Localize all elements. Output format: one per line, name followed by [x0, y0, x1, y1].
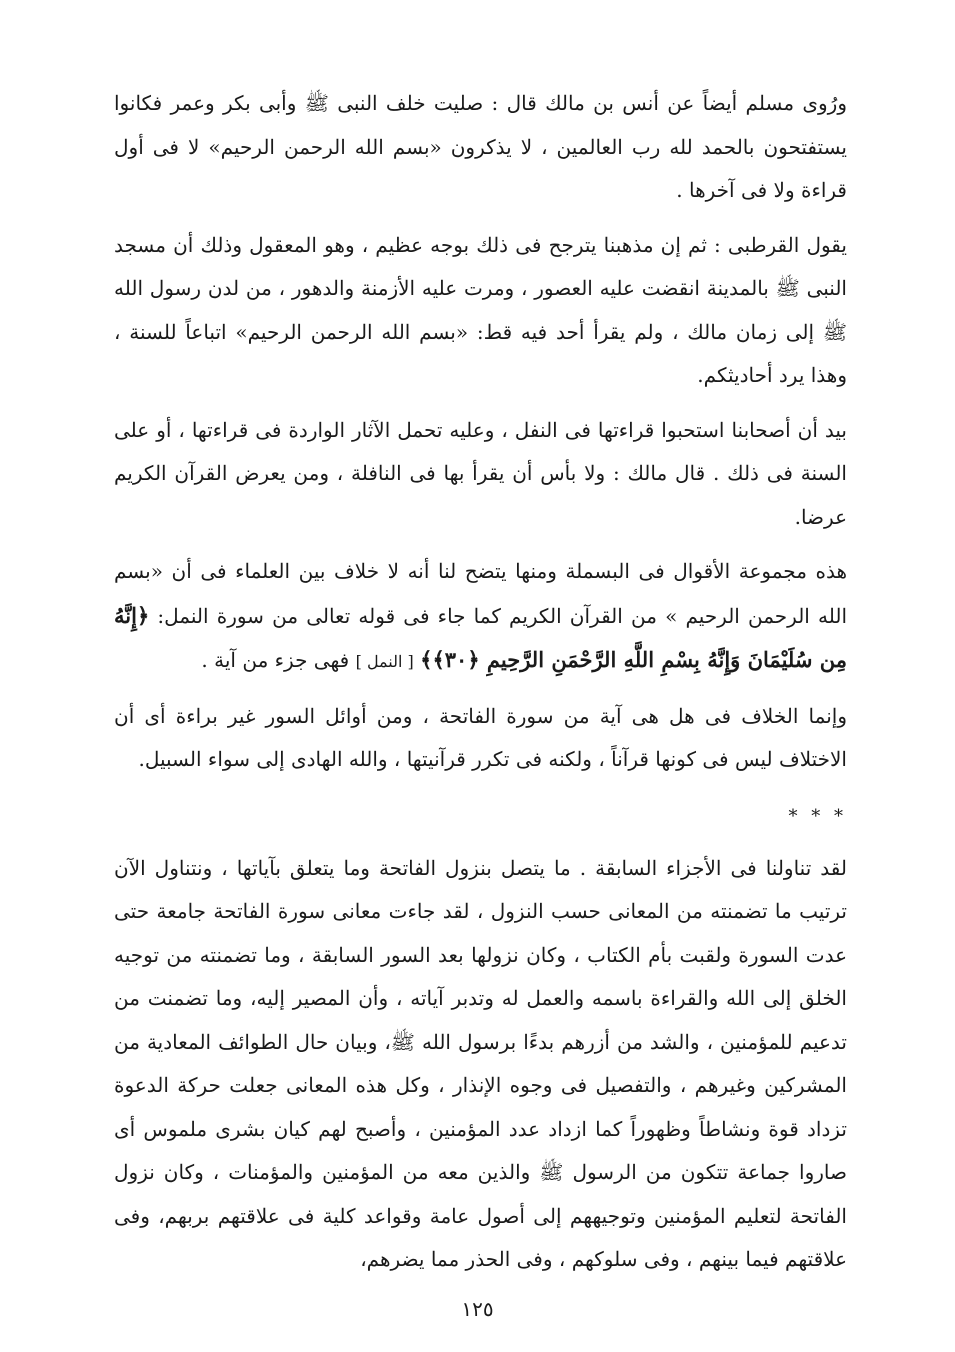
body-text: [114, 82, 847, 1293]
paragraph-qurtubi-quote: يقول القرطبى : ثم إن مذهبنا يترجح فى ذلك بوجه عظيم ، وهو المعقول وذلك أن مسجد النبى ﷺ بالمدينة انقضت عليه العصور ، ومرت عليه الأزمنة والدهور ، من لدن رسول الله ﷺ إلى زمان مالك ، ولم يقرأ أحد فيه قط: «بسم الله الرحمن الرحيم» اتباعاً للسنة ، وهذا يرد أحاديثكم.: [114, 232, 847, 387]
ayah-reference: [ النمل ]: [355, 652, 414, 671]
paragraph-basmala-summary: [114, 550, 847, 684]
paragraph-nafl-reading: بيد أن أصحابنا استحبوا قراءتها فى النفل ، وعليه تحمل الآثار الواردة فى قراءتها ، أو على السنة فى ذلك . قال مالك : ولا بأس أن يقرأ بها فى النافلة ، ومن يعرض القرآن الكريم عرضا.: [114, 417, 847, 529]
quran-ayah-naml-30: ﴿إِنَّهُ مِن سُلَيْمَانَ وَإِنَّهُ بِسْمِ اللَّهِ الرَّحْمَنِ الرَّحِيمِ ﴿٣٠﴾﴾: [114, 602, 847, 672]
paragraph-fatiha-meanings: لقد تناولنا فى الأجزاء السابقة . ما يتصل بنزول الفاتحة وما يتعلق بآياتها ، ونتناول الآن ترتيب ما تضمنته من المعانى حسب النزول ، لقد جاءت معانى سورة الفاتحة جامعة حتى عدت السورة ولقبت بأم الكتاب ، وكان نزولها بعد السور السابقة ، وما تضمنته من توجيه الخلق إلى الله والقراءة باسمه والعمل له وتدبر آياته ، وأن المصير إليه، وما تضمنت من تدعيم للمؤمنين ، والشد من أزرهم بدءًا برسول الله ﷺ، وبيان حال الطوائف المعادية من المشركين وغيرهم ، والتفصيل فى وجوه الإنذار ، وكل هذه المعانى جعلت حركة الدعوة تزداد قوة ونشاطاً وظهوراً كما ازداد عدد المؤمنين ، وأصبح لهم كيان بشرى ملموس أى صاروا جماعة تتكون من الرسول ﷺ والذين معه من المؤمنين والمؤمنات ، وكان نزول الفاتحة لتعليم المؤمنين وتوجيههم إلى أصول عامة وقواعد كلية فى علاقتهم بربهم، وفى علاقتهم فيما بينهم ، وفى سلوكهم ، وفى الحذر مما يضرهم،: [114, 855, 847, 1271]
paragraph-muslim-narration: ورُوى مسلم أيضاً عن أنس بن مالك قال : صليت خلف النبى ﷺ وأبى بكر وعمر فكانوا يستفتحون بالحمد لله رب العالمين ، لا يذكرون «بسم الله الرحمن الرحيم» لا فى أول قراءة ولا فى آخرها .: [114, 91, 847, 202]
basmala-summary-end: فهى جزء من آية .: [201, 648, 350, 672]
basmala-summary-intro: هذه مجموعة الأقوال فى البسملة ومنها يتضح لنا أنه لا خلاف بين العلماء فى أن «بسم الله الرحمن الرحيم » من القرآن الكريم كما جاء فى قوله تعالى من سورة النمل:: [114, 559, 848, 628]
section-separator: * * *: [788, 805, 847, 827]
paragraph-disagreement: وإنما الخلاف فى هل هى آية من سورة الفاتحة ، ومن أوائل السور غير براءة أى أن الاختلاف ليس فى كونها قرآناً ، ولكنه فى تكرر قرآنيتها ، والله الهادى إلى سواء السبيل.: [114, 703, 847, 771]
page-number: ١٢٥: [461, 1297, 494, 1321]
